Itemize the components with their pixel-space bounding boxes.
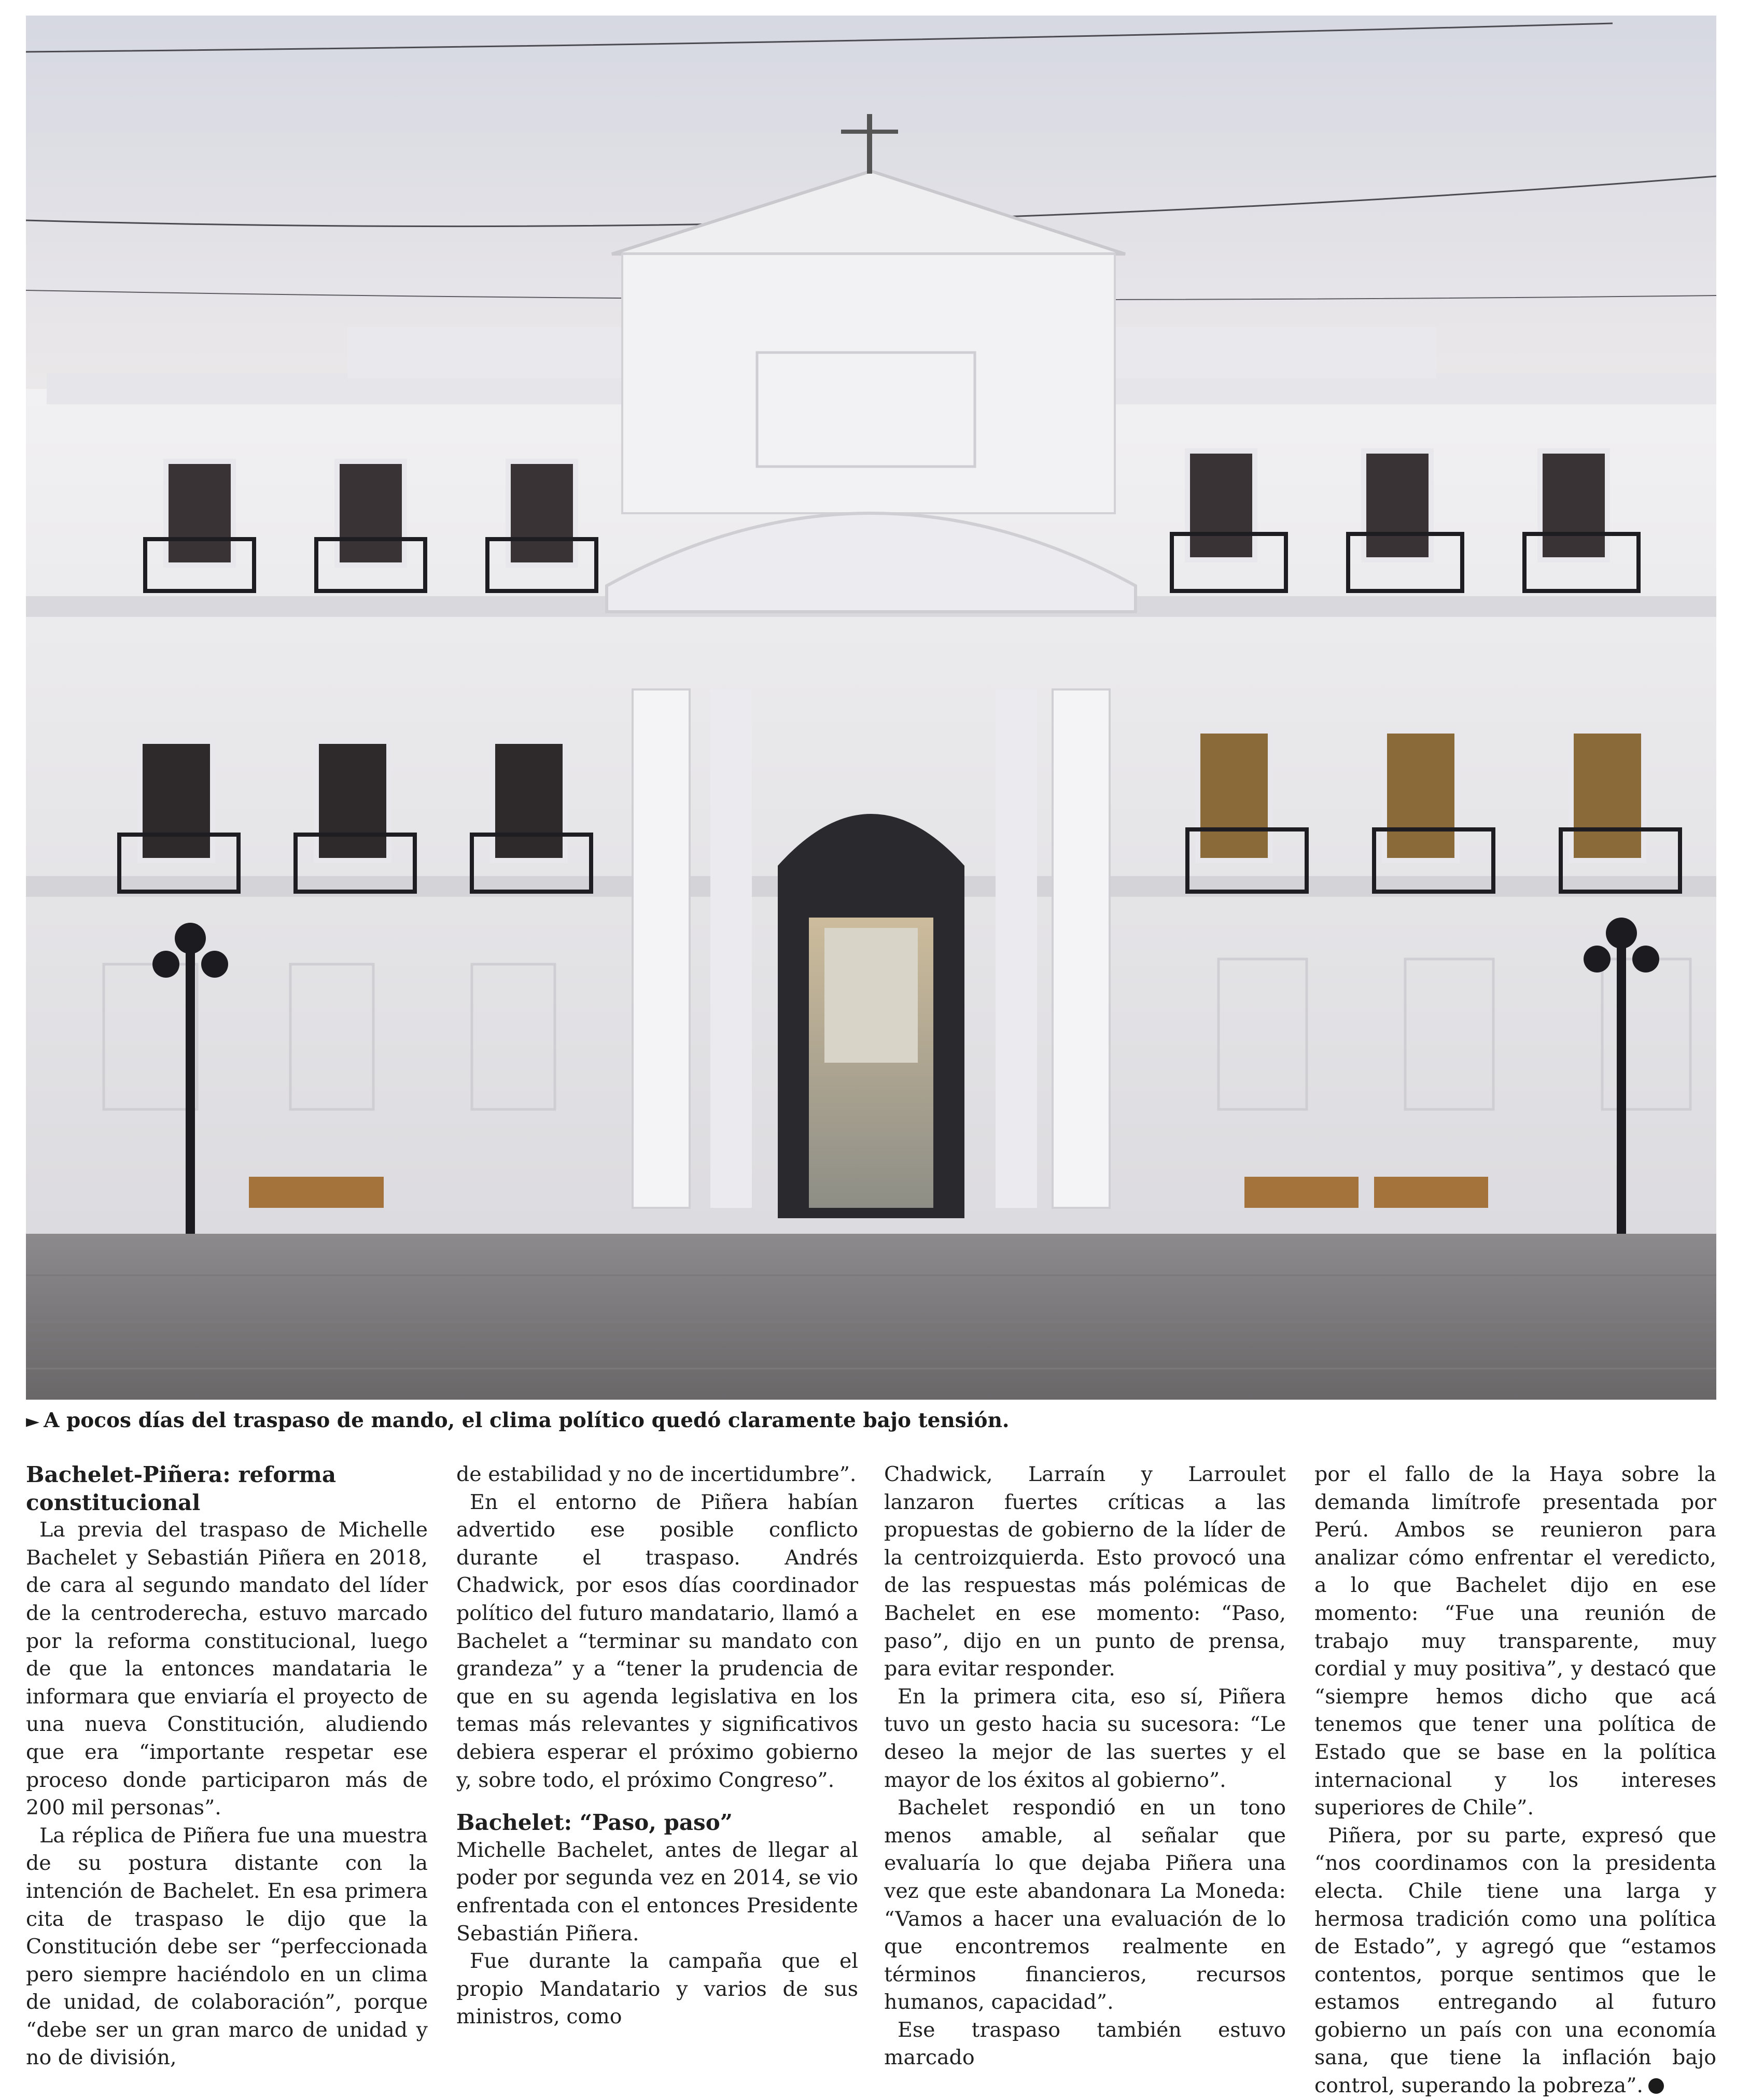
article-column-1	[26, 1461, 428, 2072]
paragraph: La réplica de Piñera fue una muestra de su postura distante con la intención de Bachelet. En esa primera cita de traspaso le dijo que la Constitución debe ser “perfeccionada pero siempre haciéndolo en un clima de unidad, de colaboración”, porque “debe ser un gran marco de unidad y no de división,	[26, 1823, 428, 2070]
paragraph: Bachelet respondió en un tono menos amable, al señalar que evaluaría lo que dejaba Piñera una vez que este abandonara La Moneda: “Vamos a hacer una evaluación de lo que encontremos realmente en términos financieros, recursos humanos, capacidad”.	[884, 1796, 1286, 2014]
section-heading-paso-paso: Bachelet: “Paso, paso”	[456, 1810, 733, 1836]
paragraph: La previa del traspaso de Michelle Bachelet y Sebastián Piñera en 2018, de cara al segundo mandato del líder de la centroderecha, estuvo marcado por la reforma constitucional, luego de que la entonces mandataria le informara que enviaría el proyecto de una nueva Constitución, aludiendo que era “importante respetar ese proceso donde participaron más de 200 mil personas”.	[26, 1518, 428, 1820]
paragraph-continued: por el fallo de la Haya sobre la demanda limítrofe presentada por Perú. Ambos se reunieron para analizar cómo enfrentar el veredicto, a lo que Bachelet dijo en ese momento: “Fue una reunión de trabajo muy transparente, muy cordial y muy positiva”, y destacó que “siempre hemos dicho que acá tenemos que tener una política de Estado que se base en la política internacional y los intereses superiores de Chile”.	[1314, 1462, 1716, 1820]
paragraph: Fue durante la campaña que el propio Mandatario y varios de sus ministros, como	[456, 1949, 858, 2029]
paragraph: En el entorno de Piñera habían advertido ese posible conflicto durante el traspaso. Andrés Chadwick, por esos días coordinador político del futuro mandatario, llamó a Bachelet a “terminar su mandato con grandeza” y a “tener la prudencia de que en su agenda legislativa en los temas más relevantes y significativos debiera esperar el próximo gobierno y, sobre todo, el próximo Congreso”.	[456, 1490, 858, 1792]
paragraph-final	[1314, 1822, 1716, 2100]
final-text: Piñera, por su parte, expresó que “nos coordinamos con la presidenta electa. Chile tiene una larga y hermosa tradición como una política de Estado”, y agregó que “estamos contentos, porque sentimos que le estamos entregando al futuro gobierno un país con una economía sana, que tiene la inflación bajo control, superando la pobreza”.	[1314, 1823, 1716, 2098]
article-column-3	[884, 1461, 1286, 2072]
paragraph-continued: de estabilidad y no de incertidumbre”.	[456, 1462, 857, 1486]
paragraph-continued: Chadwick, Larraín y Larroulet lanzaron fuertes críticas a las propuestas de gobierno de la líder de la centroizquierda. Esto provocó una de las respuestas más polémicas de Bachelet en ese momento: “Paso, paso”, dijo en un punto de prensa, para evitar responder.	[884, 1462, 1286, 1681]
plaza-pavement	[26, 1234, 1716, 1400]
photo-caption	[26, 1406, 1716, 1436]
caption-text: A pocos días del traspaso de mando, el clima político quedó claramente bajo tensión.	[44, 1408, 1010, 1432]
article-column-2	[456, 1461, 858, 2031]
paragraph: Michelle Bachelet, antes de llegar al poder por segunda vez en 2014, se vio enfrentada con el entonces Presidente Sebastián Piñera.	[456, 1838, 858, 1946]
paragraph: Ese traspaso también estuvo marcado	[884, 2018, 1286, 2070]
caption-marker-icon: ►	[26, 1411, 40, 1432]
end-of-article-icon	[1648, 2078, 1664, 2094]
palace-facade-photo	[26, 16, 1716, 1400]
paragraph: En la primera cita, eso sí, Piñera tuvo un gesto hacia su sucesora: “Le deseo la mejor de las suertes y el mayor de los éxitos al gobierno”.	[884, 1684, 1286, 1792]
article-column-4	[1314, 1461, 1716, 2100]
palace-illustration	[26, 16, 1716, 1400]
section-heading-reforma: Bachelet-Piñera: reforma constitucional	[26, 1462, 337, 1515]
